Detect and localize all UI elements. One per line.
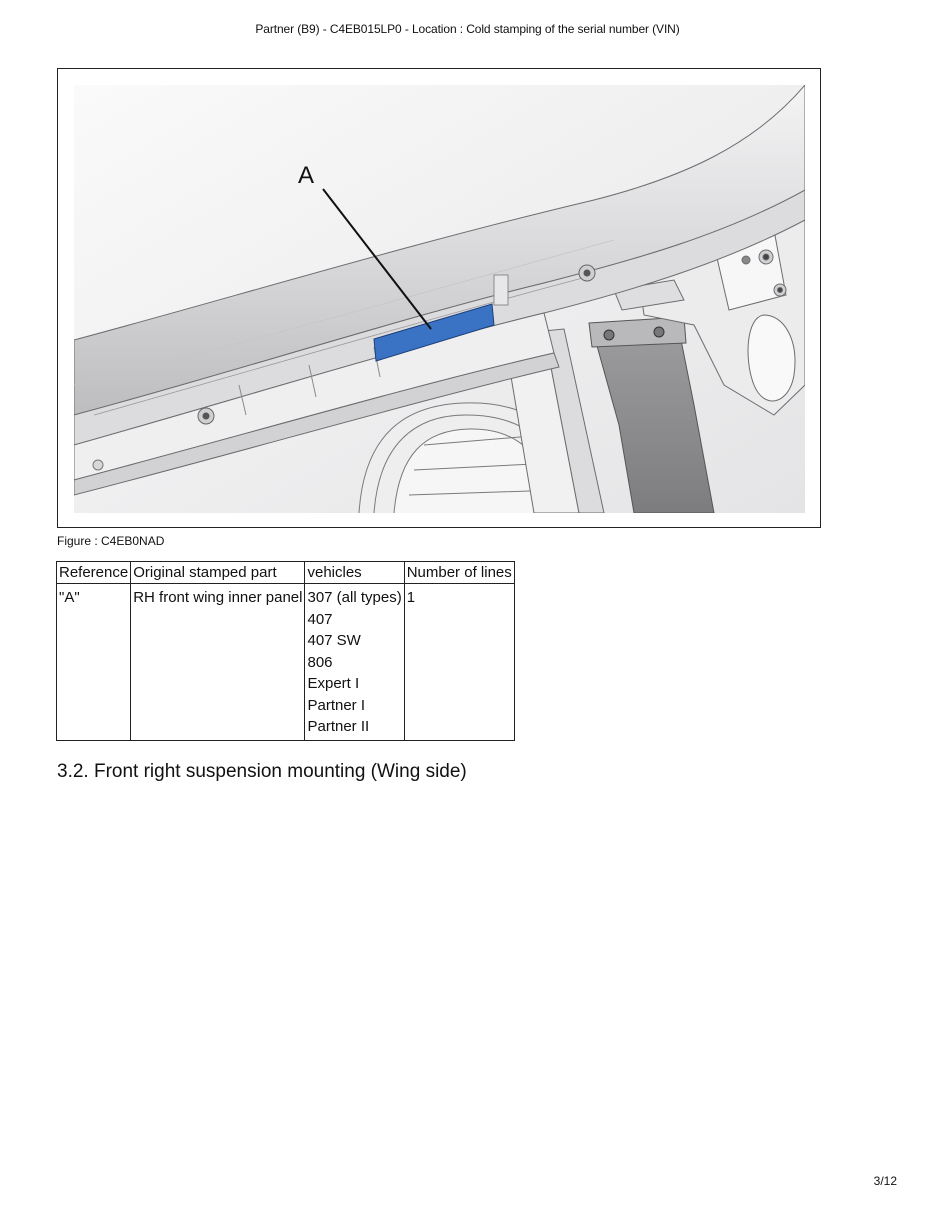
cell-reference: "A" <box>57 584 131 741</box>
cell-stamped-part: RH front wing inner panel <box>131 584 305 741</box>
vehicle-item: Partner I <box>307 696 366 714</box>
cell-number-of-lines: 1 <box>404 584 514 741</box>
vehicle-item: Expert I <box>307 675 360 692</box>
vin-location-illustration <box>74 85 805 513</box>
figure-caption: Figure : C4EB0NAD <box>57 534 165 548</box>
cell-vehicles <box>305 584 404 741</box>
callout-label-a: A <box>298 162 315 189</box>
table-row <box>57 584 515 741</box>
column-header-number-of-lines: Number of lines <box>404 562 514 584</box>
vehicle-item: 806 <box>307 653 333 671</box>
vehicle-item: Partner II <box>307 718 370 735</box>
column-header-vehicles: vehicles <box>305 562 404 584</box>
page-header: Partner (B9) - C4EB015LP0 - Location : Cold stamping of the serial number (VIN) <box>255 22 680 36</box>
vehicle-item: 407 <box>307 610 333 628</box>
vehicle-item: 307 (all types) <box>307 589 402 606</box>
stamped-part-table <box>56 561 515 741</box>
page-number: 3/12 <box>873 1174 897 1188</box>
table-header-row <box>57 562 515 584</box>
vehicle-item: 407 SW <box>307 632 361 649</box>
column-header-reference: Reference <box>57 562 131 584</box>
column-header-stamped-part: Original stamped part <box>131 562 305 584</box>
figure-frame <box>57 68 821 528</box>
section-heading: 3.2. Front right suspension mounting (Wing side) <box>57 761 467 782</box>
